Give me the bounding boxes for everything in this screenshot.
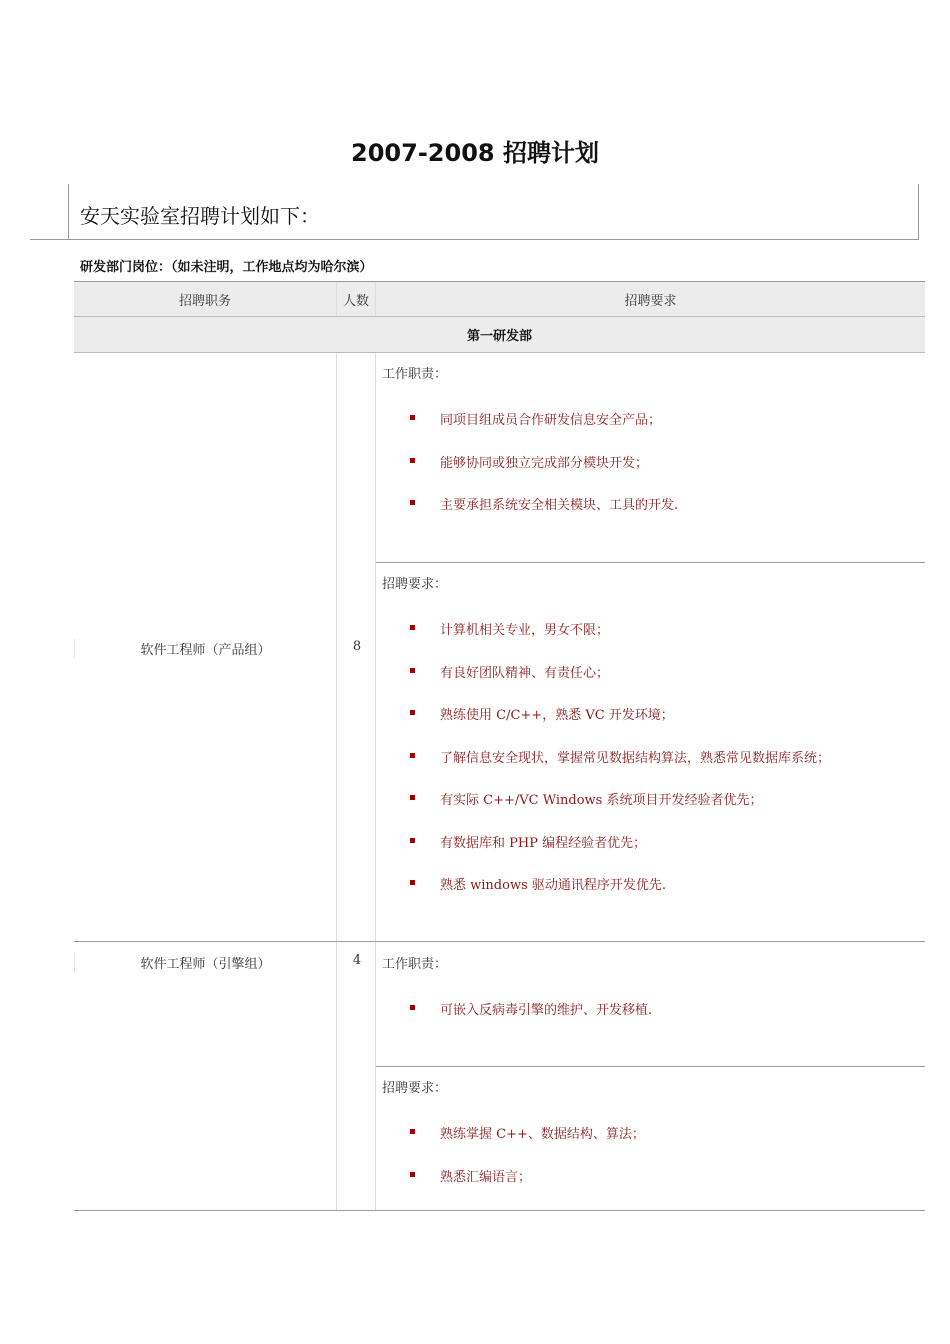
list-item: 有良好团队精神、有责任心； — [376, 662, 925, 682]
bullet-icon — [410, 625, 415, 630]
table-row — [74, 353, 925, 942]
bullet-icon — [410, 458, 415, 463]
list-item: 可嵌入反病毒引擎的维护、开发移植. — [376, 999, 925, 1019]
bullet-icon — [410, 753, 415, 758]
bullet-icon — [410, 668, 415, 673]
duties-section — [376, 353, 925, 562]
bullet-icon — [410, 838, 415, 843]
list-item: 熟悉 windows 驱动通讯程序开发优先. — [376, 874, 925, 894]
job-count-value: 8 — [352, 639, 362, 654]
bullet-icon — [410, 880, 415, 885]
bullet-icon — [410, 710, 415, 715]
requirements-label: 招聘要求： — [382, 577, 448, 592]
list-item: 熟练使用 C/C++，熟悉 VC 开发环境； — [376, 704, 925, 724]
duties-section — [376, 942, 925, 1066]
job-count — [336, 353, 376, 941]
requirements-section — [376, 563, 925, 942]
list-item: 有数据库和 PHP 编程经验者优先； — [376, 832, 925, 852]
department-row: 第一研发部 — [74, 317, 925, 353]
bullet-icon — [410, 1005, 415, 1010]
list-item: 熟悉汇编语言； — [376, 1166, 925, 1186]
bullet-icon — [410, 1172, 415, 1177]
requirements-section — [376, 1067, 925, 1211]
page-title: 2007-2008 招聘计划 — [351, 139, 599, 167]
column-header-position: 招聘职务 — [178, 293, 231, 309]
duties-label: 工作职责： — [382, 957, 448, 972]
list-item: 有实际 C++/VC Windows 系统项目开发经验者优先； — [376, 789, 925, 809]
column-header-requirements: 招聘要求 — [624, 293, 677, 309]
job-title: 软件工程师（引擎组） — [74, 953, 336, 972]
job-count-value: 4 — [352, 953, 362, 968]
section-heading: 安天实验室招聘计划如下： — [80, 204, 320, 228]
bullet-icon — [410, 1129, 415, 1134]
job-requirements — [376, 353, 925, 941]
job-title: 软件工程师（产品组） — [74, 639, 336, 658]
list-item: 熟练掌握 C++、数据结构、算法； — [376, 1123, 925, 1143]
list-item: 主要承担系统安全相关模块、工具的开发. — [376, 494, 925, 514]
bullet-icon — [410, 795, 415, 800]
table-header-row — [74, 281, 925, 317]
duties-label: 工作职责： — [382, 367, 448, 382]
list-item: 了解信息安全现状，掌握常见数据结构算法，熟悉常见数据库系统； — [376, 747, 925, 767]
job-count — [336, 942, 376, 1210]
job-requirements — [376, 942, 925, 1210]
department-subtitle: 研发部门岗位：（如未注明，工作地点均为哈尔滨） — [80, 260, 373, 275]
bullet-icon — [410, 500, 415, 505]
list-item: 计算机相关专业，男女不限； — [376, 619, 925, 639]
column-header-count: 人数 — [336, 282, 376, 316]
list-item: 同项目组成员合作研发信息安全产品； — [376, 409, 925, 429]
requirements-label: 招聘要求： — [382, 1081, 448, 1096]
table-row — [74, 942, 925, 1211]
header-left-border — [30, 184, 68, 240]
bullet-icon — [410, 415, 415, 420]
list-item: 能够协同或独立完成部分模块开发； — [376, 452, 925, 472]
